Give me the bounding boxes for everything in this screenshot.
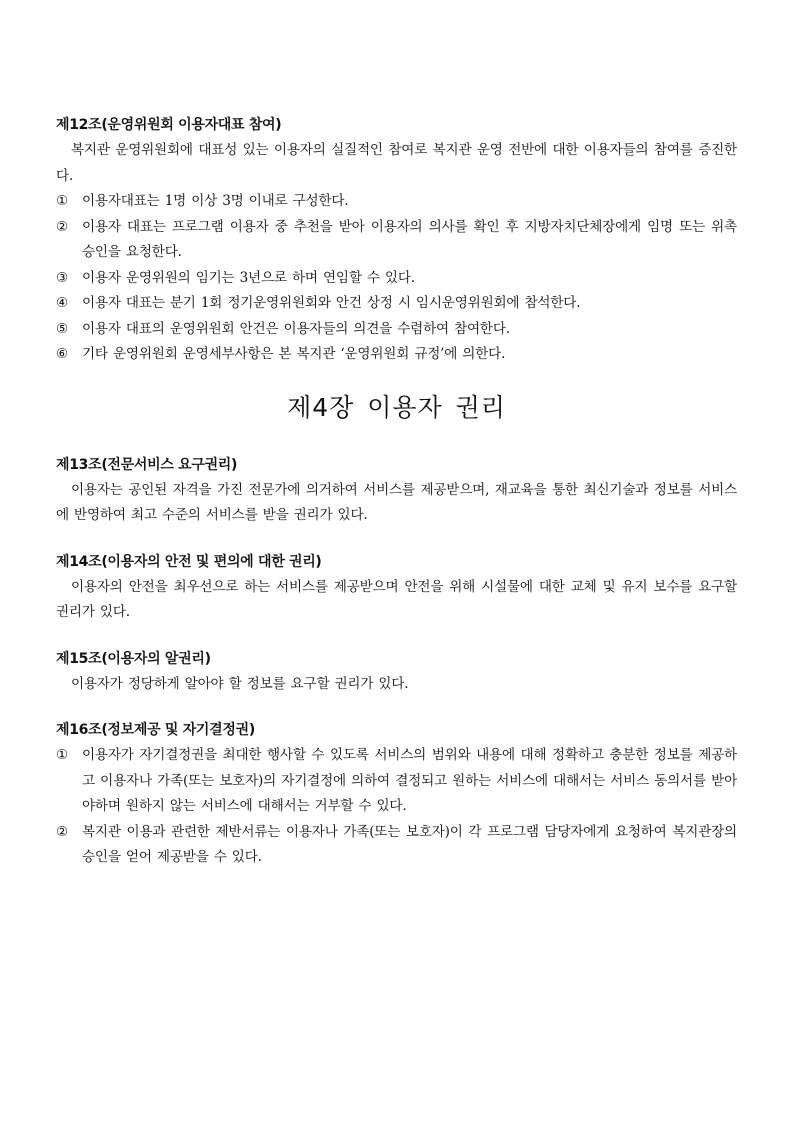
article-12 — [56, 112, 737, 368]
item-number: ④ — [56, 295, 68, 311]
item-number: ① — [56, 193, 68, 209]
article-16-item-2 — [56, 820, 737, 871]
spacer — [56, 697, 737, 717]
article-16-item-1 — [56, 743, 737, 820]
item-number: ⑤ — [56, 320, 68, 337]
item-text: 이용자 운영위원의 임기는 3년으로 하며 연임할 수 있다. — [82, 269, 415, 286]
item-text: 이용자 대표는 분기 1회 정기운영위원회와 안건 상정 시 임시운영위원회에 참석한다. — [82, 295, 581, 311]
article-12-item-4 — [56, 291, 737, 317]
article-13-paragraph: 이용자는 공인된 자격을 가진 전문가에 의거하여 서비스를 제공받으며, 재교육을 통한 최신기술과 정보를 서비스에 반영하여 최고 수준의 서비스를 받을 권리가 있다. — [56, 481, 737, 523]
item-text: 이용자 대표는 프로그램 이용자 중 추천을 받아 이용자의 의사를 확인 후 지방자치단체장에게 임명 또는 위촉 승인을 요청한다. — [82, 218, 737, 260]
item-text: 복지관 이용과 관련한 제반서류는 이용자나 가족(또는 보호자)이 각 프로그램 담당자에게 요청하여 복지관장의 승인을 얻어 제공받을 수 있다. — [82, 823, 737, 865]
article-15 — [56, 646, 737, 698]
article-12-title: 제12조(운영위원회 이용자대표 참여) — [56, 117, 282, 133]
article-12-paragraph: 복지관 운영위원회에 대표성 있는 이용자의 실질적인 참여로 복지관 운영 전반에 대한 이용자들의 참여를 증진한다. — [56, 142, 737, 184]
item-text: 이용자 대표의 운영위원회 안건은 이용자들의 의견을 수렴하여 참여한다. — [82, 320, 510, 337]
article-14-title: 제14조(이용자의 안전 및 편의에 대한 권리) — [56, 553, 322, 570]
article-16-title: 제16조(정보제공 및 자기결정권) — [56, 722, 255, 738]
article-12-item-5 — [56, 317, 737, 343]
item-number: ③ — [56, 269, 68, 286]
article-16 — [56, 717, 737, 871]
article-13 — [56, 452, 737, 529]
article-12-item-3 — [56, 266, 737, 292]
article-15-paragraph: 이용자가 정당하게 알아야 할 정보를 요구할 권리가 있다. — [71, 675, 409, 692]
article-12-item-1 — [56, 189, 737, 215]
article-13-title: 제13조(전문서비스 요구권리) — [56, 456, 238, 473]
article-12-item-2 — [56, 215, 737, 266]
item-number: ⑥ — [56, 346, 68, 362]
article-14 — [56, 549, 737, 626]
spacer — [56, 529, 737, 549]
item-number: ② — [56, 823, 68, 840]
item-number: ① — [56, 747, 68, 763]
chapter-4-heading: 제4장 이용자 권리 — [287, 392, 506, 422]
spacer — [56, 626, 737, 646]
article-12-item-6 — [56, 342, 737, 368]
item-text: 기타 운영위원회 운영세부사항은 본 복지관 ‘운영위원회 규정’에 의한다. — [82, 346, 506, 362]
item-text: 이용자대표는 1명 이상 3명 이내로 구성한다. — [82, 193, 349, 209]
item-text: 이용자가 자기결정권을 최대한 행사할 수 있도록 서비스의 범위와 내용에 대해 정확하고 충분한 정보를 제공하고 이용자나 가족(또는 보호자)의 자기결정에 의하여 결정되고 원하는 서비스에 대해서는 서비스 동의서를 받아야하며 원하지 않는 서비스에 대해서는 거부할 수 있다. — [82, 747, 737, 814]
item-number: ② — [56, 218, 68, 235]
article-15-title: 제15조(이용자의 알권리) — [56, 650, 211, 667]
article-14-paragraph: 이용자의 안전을 최우선으로 하는 서비스를 제공받으며 안전을 위해 시설물에 대한 교체 및 유지 보수를 요구할 권리가 있다. — [56, 578, 737, 620]
